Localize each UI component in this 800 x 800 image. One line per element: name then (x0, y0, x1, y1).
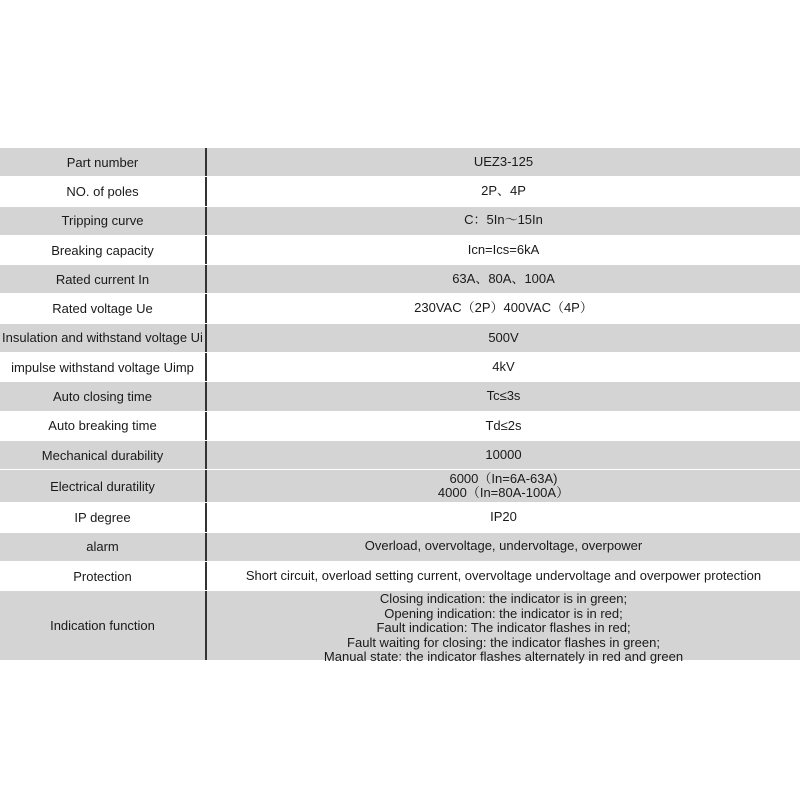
row-label: IP degree (0, 503, 207, 531)
row-label: Part number (0, 148, 207, 176)
value-line: Td≤2s (485, 417, 522, 433)
row-label: alarm (0, 533, 207, 561)
table-row (0, 265, 800, 294)
value-line: Fault indication: The indicator flashes in red; (376, 620, 631, 636)
value-line: Icn=Ics=6kA (467, 241, 540, 257)
row-value (207, 294, 800, 322)
row-value (207, 562, 800, 590)
value-line: UEZ3-125 (473, 153, 534, 169)
row-label: Insulation and withstand voltage Ui (0, 324, 207, 352)
table-row (0, 503, 800, 532)
value-line: Opening indication: the indicator is in red; (384, 605, 623, 621)
table-row (0, 533, 800, 562)
row-label: Electrical duratility (0, 470, 207, 502)
value-line: Overload, overvoltage, undervoltage, overpower (364, 538, 643, 554)
row-value (207, 503, 800, 531)
row-value (207, 148, 800, 176)
row-label: Protection (0, 562, 207, 590)
table-row (0, 591, 800, 665)
table-row (0, 412, 800, 441)
row-value (207, 236, 800, 264)
row-value (207, 265, 800, 293)
value-line: IP20 (490, 509, 517, 525)
value-line: 2P、4P (481, 183, 526, 199)
row-label: Tripping curve (0, 207, 207, 235)
row-label: Rated current In (0, 265, 207, 293)
table-row (0, 382, 800, 411)
row-label: Indication function (0, 591, 207, 660)
table-row (0, 562, 800, 591)
row-value (207, 533, 800, 561)
value-line: Closing indication: the indicator is in green; (379, 591, 628, 607)
table-row (0, 470, 800, 503)
row-value (207, 412, 800, 440)
row-value (207, 353, 800, 381)
table-row (0, 236, 800, 265)
value-line: Tc≤3s (486, 388, 521, 404)
row-value (207, 207, 800, 235)
table-row (0, 324, 800, 353)
row-value (207, 177, 800, 205)
value-line: 500V (488, 329, 519, 345)
table-row (0, 441, 800, 470)
spec-table (0, 148, 800, 665)
row-value (207, 324, 800, 352)
value-line: C：5In～15In (464, 212, 543, 228)
value-line: 4kV (492, 358, 515, 374)
value-line: Fault waiting for closing: the indicator flashes in green; (347, 634, 660, 650)
value-line: Short circuit, overload setting current, overvoltage undervoltage and overpower protection (245, 567, 762, 583)
value-line: Manual state: the indicator flashes alternately in red and green (323, 649, 684, 665)
value-line: 6000（In=6A-63A) (449, 470, 558, 486)
table-row (0, 353, 800, 382)
value-line: 63A、80A、100A (452, 271, 555, 287)
row-label: NO. of poles (0, 177, 207, 205)
table-row (0, 177, 800, 206)
row-value (207, 591, 800, 665)
value-line: 4000（In=80A-100A） (437, 485, 570, 501)
row-value (207, 441, 800, 469)
row-value (207, 470, 800, 502)
row-label: Auto closing time (0, 382, 207, 410)
row-label: Auto breaking time (0, 412, 207, 440)
row-label: Rated voltage Ue (0, 294, 207, 322)
row-label: Mechanical durability (0, 441, 207, 469)
table-row (0, 207, 800, 236)
row-label: impulse withstand voltage Uimp (0, 353, 207, 381)
table-row (0, 148, 800, 177)
row-value (207, 382, 800, 410)
row-label: Breaking capacity (0, 236, 207, 264)
value-line: 10000 (485, 446, 522, 462)
value-line: 230VAC（2P）400VAC（4P） (414, 300, 593, 316)
table-row (0, 294, 800, 323)
